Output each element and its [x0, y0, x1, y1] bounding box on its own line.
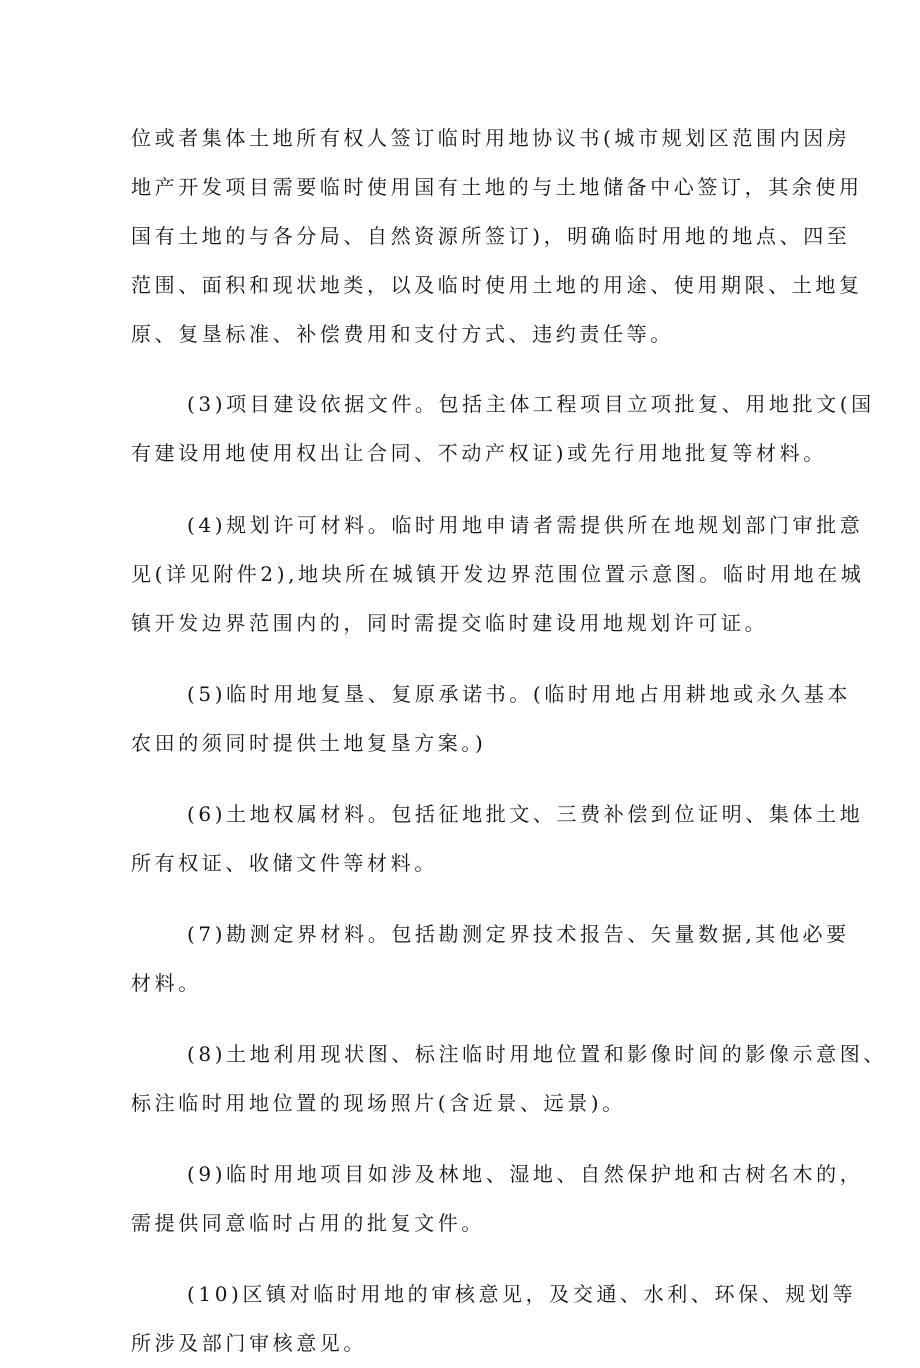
paragraph-item-7 [131, 910, 850, 1008]
text-line: 位或者集体土地所有权人签订临时用地协议书(城市规划区范围内因房 [131, 126, 851, 150]
paragraph-continuation [131, 114, 863, 359]
text-line: 见(详见附件2),地块所在城镇开发边界范围位置示意图。临时用地在城 [131, 562, 865, 586]
text-line: (8)土地利用现状图、标注临时用地位置和影像时间的影像示意图、 [187, 1042, 887, 1066]
paragraph-item-10 [131, 1270, 857, 1368]
text-line: 标注临时用地位置的现场照片(含近景、远景)。 [131, 1091, 626, 1115]
paragraph-item-4 [131, 501, 865, 648]
text-line: 国有土地的与各分局、自然资源所签订)，明确临时用地的地点、四至 [131, 224, 851, 248]
text-line: (10)区镇对临时用地的审核意见，及交通、水利、环保、规划等 [187, 1282, 857, 1306]
text-line: (3)项目建设依据文件。包括主体工程项目立项批复、用地批文(国 [187, 392, 875, 416]
paragraph-item-8 [131, 1030, 887, 1128]
text-line: 材料。 [131, 971, 202, 995]
text-line: (5)临时用地复垦、复原承诺书。(临时用地占用耕地或永久基本 [187, 682, 852, 706]
text-line: 范围、面积和现状地类，以及临时使用土地的用途、使用期限、土地复 [131, 273, 863, 297]
text-line: 镇开发边界范围内的，同时需提交临时建设用地规划许可证。 [131, 611, 769, 635]
paragraph-item-3 [131, 380, 875, 478]
text-line: (9)临时用地项目如涉及林地、湿地、自然保护地和古树名木的， [187, 1162, 864, 1186]
text-line: 地产开发项目需要临时使用国有土地的与土地储备中心签订，其余使用 [131, 175, 863, 199]
text-line: 需提供同意临时占用的批复文件。 [131, 1211, 485, 1235]
text-line: 所涉及部门审核意见。 [131, 1331, 367, 1355]
text-line: 所有权证、收储文件等材料。 [131, 851, 438, 875]
text-line: (7)勘测定界材料。包括勘测定界技术报告、矢量数据,其他必要 [187, 922, 850, 946]
text-line: 原、复垦标准、补偿费用和支付方式、违约责任等。 [131, 322, 674, 346]
text-line: 农田的须同时提供土地复垦方案。) [131, 731, 487, 755]
paragraph-item-6 [131, 790, 864, 888]
paragraph-item-9 [131, 1150, 864, 1248]
text-line: (4)规划许可材料。临时用地申请者需提供所在地规划部门审批意 [187, 513, 864, 537]
text-line: (6)土地权属材料。包括征地批文、三费补偿到位证明、集体土地 [187, 802, 864, 826]
document-body [131, 114, 887, 1368]
paragraph-item-5 [131, 670, 852, 768]
text-line: 有建设用地使用权出让合同、不动产权证)或先行用地批复等材料。 [131, 441, 827, 465]
